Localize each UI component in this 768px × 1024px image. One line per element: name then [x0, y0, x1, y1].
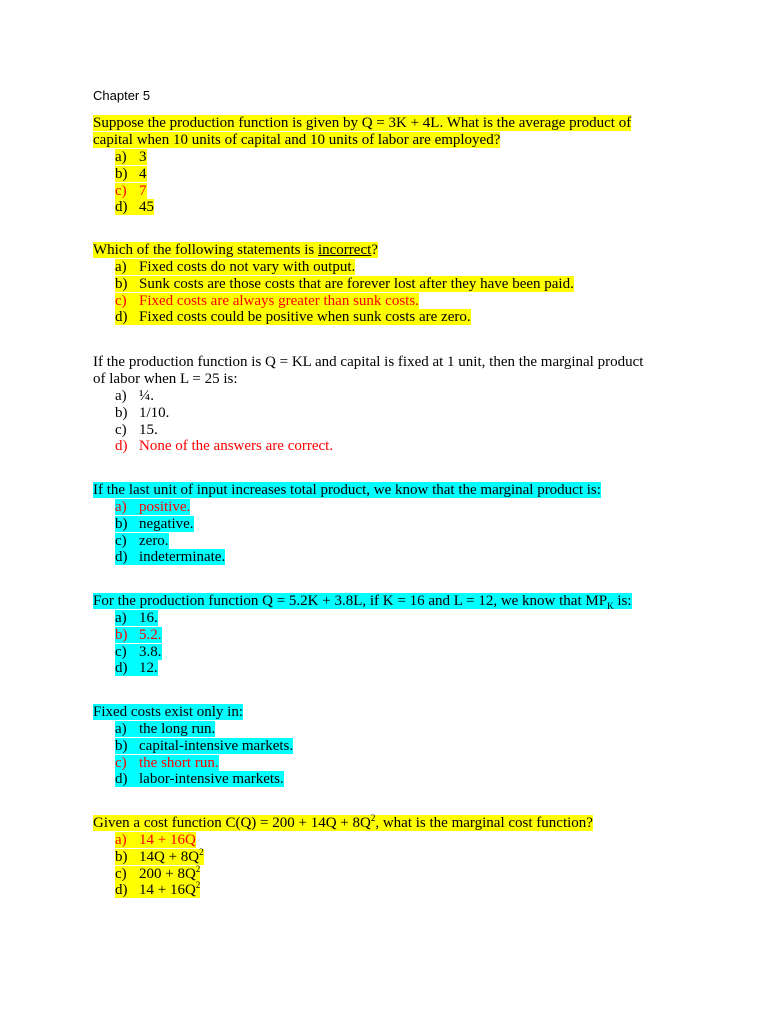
answer-option-d	[93, 549, 693, 566]
option-letter: c)	[115, 643, 127, 660]
option-letter: c)	[115, 292, 127, 309]
option-text: 14 + 16Q	[139, 882, 196, 899]
stem-text: Given a cost function C(Q) = 200 + 14Q + 8Q	[93, 815, 371, 831]
option-letter: b)	[115, 737, 128, 754]
answer-option-c	[93, 755, 693, 772]
option-text: 45	[139, 199, 154, 216]
answer-options	[93, 610, 693, 677]
option-text: 7	[139, 182, 147, 199]
question-3	[93, 354, 693, 455]
answer-options	[93, 259, 693, 326]
answer-option-c	[93, 644, 693, 661]
answer-option-c	[93, 183, 693, 200]
answer-option-c	[93, 422, 693, 439]
answer-option-c	[93, 293, 693, 310]
answer-options	[93, 721, 693, 788]
answer-option-c	[93, 533, 693, 550]
option-letter: a)	[115, 610, 127, 626]
question-1	[93, 115, 693, 216]
option-letter: d)	[115, 438, 128, 455]
option-letter: c)	[115, 532, 127, 549]
question-6	[93, 704, 693, 788]
option-text: the short run.	[139, 754, 219, 771]
answer-option-c	[93, 863, 693, 883]
option-text: 15.	[139, 421, 158, 438]
option-text: ¼.	[139, 388, 154, 404]
answer-options	[93, 388, 693, 455]
stem-superscript: 2	[370, 813, 376, 823]
stem-text: ?	[371, 242, 378, 258]
option-text: Sunk costs are those costs that are forever lost after they have been paid.	[139, 275, 574, 292]
option-letter: d)	[115, 199, 128, 216]
option-letter: a)	[115, 259, 127, 275]
option-letter: b)	[115, 165, 128, 182]
answer-option-a	[93, 259, 693, 276]
answer-option-a	[93, 832, 693, 849]
stem-text: is:	[613, 593, 632, 609]
option-letter: b)	[115, 515, 128, 532]
question-2	[93, 242, 693, 326]
option-text: None of the answers are correct.	[139, 438, 334, 455]
answer-options	[93, 149, 693, 216]
option-letter: b)	[115, 626, 128, 643]
stem-line: If the production function is Q = KL and capital is fixed at 1 unit, then the marginal product	[93, 354, 644, 370]
option-text: positive.	[139, 499, 191, 515]
option-letter: a)	[115, 388, 127, 404]
question-stem	[93, 354, 693, 388]
stem-line: capital when 10 units of capital and 10 units of labor are employed?	[93, 132, 501, 148]
option-text: negative.	[139, 515, 194, 532]
answer-option-d	[93, 438, 693, 455]
answer-option-b	[93, 846, 693, 866]
option-letter: d)	[115, 660, 128, 677]
answer-option-b	[93, 276, 693, 293]
answer-option-b	[93, 166, 693, 183]
chapter-title: Chapter 5	[93, 88, 151, 103]
option-superscript: 2	[195, 863, 201, 874]
question-5	[93, 593, 693, 677]
option-text: zero.	[139, 532, 169, 549]
answer-option-d	[93, 309, 693, 326]
option-text: 3.8.	[139, 643, 162, 660]
answer-option-d	[93, 882, 693, 899]
option-letter: d)	[115, 771, 128, 788]
option-letter: d)	[115, 549, 128, 566]
answer-option-a	[93, 149, 693, 166]
question-stem	[93, 482, 693, 499]
stem-line: Suppose the production function is given by Q = 3K + 4L. What is the average product of	[93, 115, 632, 131]
option-text: 4	[139, 165, 147, 182]
stem-text: For the production function Q = 5.2K + 3.8L, if K = 16 and L = 12, we know that MP	[93, 593, 608, 609]
option-text: labor-intensive markets.	[139, 771, 284, 788]
stem-line: Fixed costs exist only in:	[93, 704, 243, 720]
option-superscript: 2	[195, 880, 201, 891]
option-text: Fixed costs could be positive when sunk costs are zero.	[139, 309, 471, 326]
question-stem	[93, 704, 693, 721]
question-4	[93, 482, 693, 566]
answer-option-b	[93, 405, 693, 422]
option-text: capital-intensive markets.	[139, 737, 294, 754]
option-text: 14 + 16Q	[139, 832, 196, 848]
option-letter: c)	[115, 865, 127, 882]
answer-option-a	[93, 499, 693, 516]
stem-line: of labor when L = 25 is:	[93, 371, 238, 387]
option-letter: d)	[115, 309, 128, 326]
option-text: 3	[139, 149, 147, 165]
answer-options	[93, 499, 693, 566]
stem-line: If the last unit of input increases total product, we know that the marginal product is:	[93, 482, 601, 498]
option-text: 200 + 8Q	[139, 865, 196, 882]
option-text: the long run.	[139, 721, 216, 737]
option-letter: b)	[115, 404, 128, 421]
option-letter: a)	[115, 149, 127, 165]
option-text: 5.2.	[139, 626, 162, 643]
question-7	[93, 815, 693, 899]
stem-text: Which of the following statements is	[93, 242, 318, 258]
answer-option-a	[93, 610, 693, 627]
stem-text: , what is the marginal cost function?	[375, 815, 593, 831]
option-superscript: 2	[199, 846, 204, 857]
option-letter: c)	[115, 182, 127, 199]
option-letter: c)	[115, 754, 127, 771]
option-text: Fixed costs are always greater than sunk costs.	[139, 292, 419, 309]
answer-option-a	[93, 388, 693, 405]
option-text: Fixed costs do not vary with output.	[139, 259, 356, 275]
option-letter: a)	[115, 832, 127, 848]
stem-subscript: K	[607, 601, 614, 611]
answer-option-b	[93, 738, 693, 755]
answer-option-b	[93, 627, 693, 644]
question-stem	[93, 815, 693, 832]
option-text: indeterminate.	[139, 549, 226, 566]
answer-options	[93, 832, 693, 899]
answer-option-d	[93, 771, 693, 788]
answer-option-a	[93, 721, 693, 738]
option-text: 16.	[139, 610, 158, 626]
option-letter: a)	[115, 721, 127, 737]
option-text: 14Q + 8Q	[139, 848, 200, 865]
option-text: 12.	[139, 660, 158, 677]
option-letter: b)	[115, 275, 128, 292]
question-stem	[93, 115, 693, 149]
question-stem	[93, 593, 693, 610]
option-letter: a)	[115, 499, 127, 515]
option-letter: b)	[115, 848, 128, 865]
option-letter: d)	[115, 882, 128, 899]
question-stem	[93, 242, 693, 259]
option-text: 1/10.	[139, 404, 170, 421]
answer-option-d	[93, 199, 693, 216]
answer-option-b	[93, 516, 693, 533]
stem-underlined-word: incorrect	[317, 242, 372, 258]
option-letter: c)	[115, 421, 127, 438]
answer-option-d	[93, 660, 693, 677]
